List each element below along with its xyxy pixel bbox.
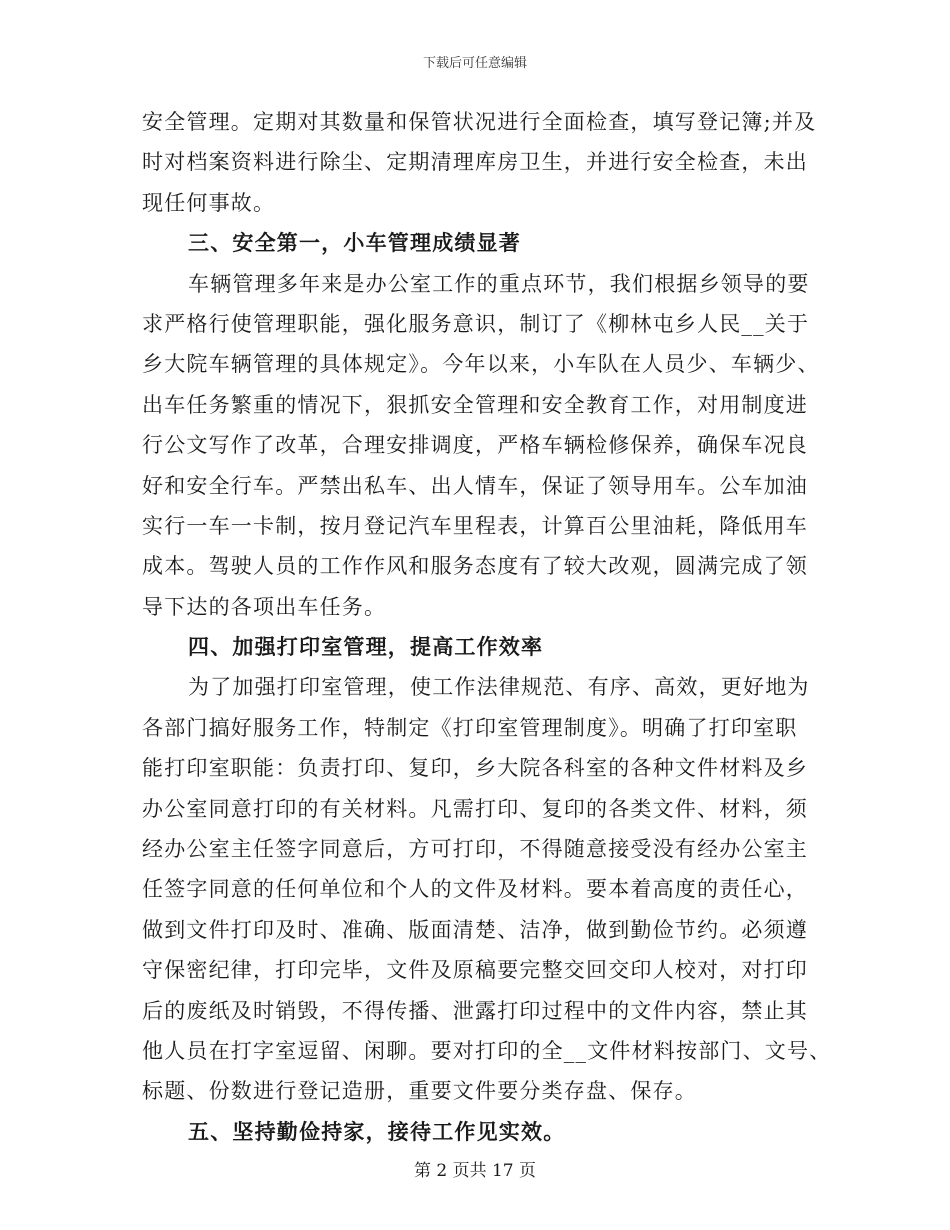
section-heading: 五、坚持勤俭持家，接待工作见实效。	[188, 1118, 566, 1144]
paragraph-line: 经办公室主任签字同意后，方可打印，不得随意接受没有经办公室主	[142, 837, 808, 862]
paragraph-line: 能打印室职能：负责打印、复印，乡大院各科室的各种文件材料及乡	[142, 756, 808, 781]
paragraph-line: 车辆管理多年来是办公室工作的重点环节，我们根据乡领导的要	[188, 271, 810, 296]
paragraph-line: 守保密纪律，打印完毕，文件及原稿要完整交回交印人校对，对打印	[142, 958, 808, 983]
paragraph-line: 办公室同意打印的有关材料。凡需打印、复印的各类文件、材料，须	[142, 796, 808, 821]
paragraph-line: 行公文写作了改革，合理安排调度，严格车辆检修保养，确保车况良	[142, 433, 808, 458]
section-heading: 三、安全第一，小车管理成绩显著	[188, 230, 521, 256]
header-note: 下载后可任意编辑	[422, 56, 527, 71]
paragraph-line: 导下达的各项出车任务。	[142, 594, 387, 619]
paragraph-line: 出车任务繁重的情况下，狠抓安全管理和安全教育工作，对用制度进	[142, 392, 808, 417]
document-body	[142, 102, 832, 1152]
paragraph-line: 为了加强打印室管理，使工作法律规范、有序、高效，更好地为	[188, 675, 810, 700]
paragraph-line: 求严格行使管理职能，强化服务意识，制订了《柳林屯乡人民__关于	[142, 311, 810, 336]
paragraph-line: 做到文件打印及时、准确、版面清楚、洁净，做到勤俭节约。必须遵	[142, 917, 808, 942]
paragraph-line: 乡大院车辆管理的具体规定》。今年以来，小车队在人员少、车辆少、	[142, 352, 820, 377]
paragraph-line: 安全管理。定期对其数量和保管状况进行全面检查，填写登记簿;并及	[142, 110, 817, 134]
paragraph-line: 时对档案资料进行除尘、定期清理库房卫生，并进行安全检查，未出	[142, 150, 808, 175]
paragraph-line: 他人员在打字室逗留、闲聊。要对打印的全__文件材料按部门、文号、	[142, 1038, 832, 1063]
paragraph-line: 标题、份数进行登记造册，重要文件要分类存盘、保存。	[142, 1079, 697, 1104]
paragraph-line: 成本。驾驶人员的工作作风和服务态度有了较大改观，圆满完成了领	[142, 554, 808, 579]
paragraph-line: 实行一车一卡制，按月登记汽车里程表，计算百公里油耗，降低用车	[142, 513, 808, 538]
page-number: 第 2 页共 17 页	[413, 1161, 537, 1181]
paragraph-line: 现任何事故。	[142, 190, 276, 215]
paragraph-line: 好和安全行车。严禁出私车、出人情车，保证了领导用车。公车加油	[142, 473, 808, 498]
paragraph-line: 后的废纸及时销毁，不得传播、泄露打印过程中的文件内容，禁止其	[142, 998, 808, 1023]
paragraph-line: 任签字同意的任何单位和个人的文件及材料。要本着高度的责任心，	[142, 877, 808, 902]
section-heading: 四、加强打印室管理，提高工作效率	[188, 634, 544, 660]
paragraph-line: 各部门搞好服务工作，特制定《打印室管理制度》。明确了打印室职	[142, 715, 798, 740]
